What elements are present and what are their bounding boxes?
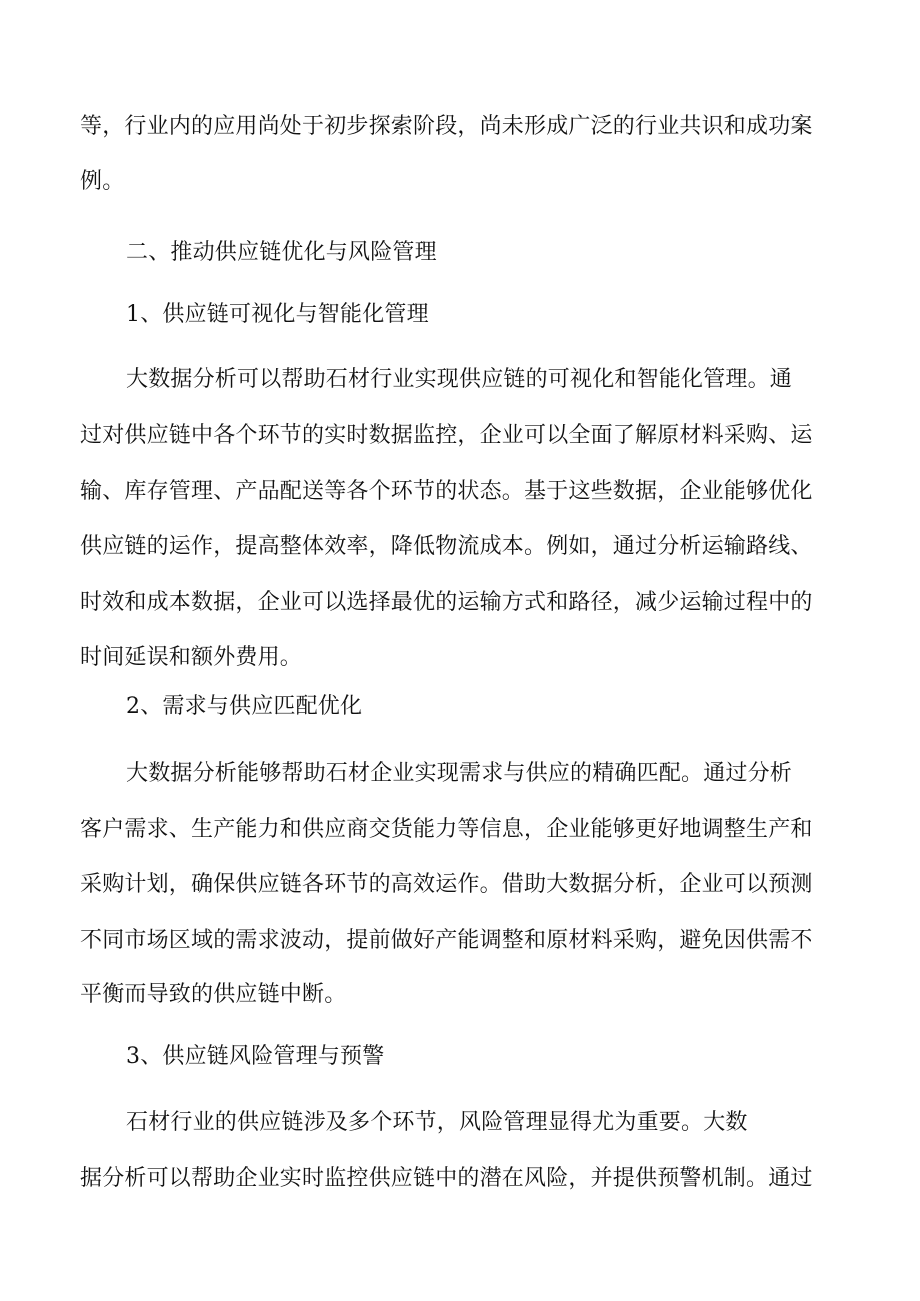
paragraph-line: 大数据分析可以帮助石材行业实现供应链的可视化和智能化管理。通 xyxy=(126,367,793,392)
continuation-line: 等，行业内的应用尚处于初步探索阶段，尚未形成广泛的行业共识和成功案 xyxy=(80,114,813,139)
section-heading: 二、推动供应链优化与风险管理 xyxy=(126,240,437,265)
paragraph-line: 客户需求、生产能力和供应商交货能力等信息，企业能够更好地调整生产和 xyxy=(80,817,813,842)
subsection-heading-2: 2、需求与供应匹配优化 xyxy=(126,694,363,719)
paragraph-line: 时效和成本数据，企业可以选择最优的运输方式和路径，减少运输过程中的 xyxy=(80,590,813,615)
paragraph-line: 大数据分析能够帮助石材企业实现需求与供应的精确匹配。通过分析 xyxy=(126,761,793,786)
paragraph-line: 不同市场区域的需求波动，提前做好产能调整和原材料采购，避免因供需不 xyxy=(80,928,813,953)
paragraph-line: 时间延误和额外费用。 xyxy=(80,645,303,670)
continuation-line: 例。 xyxy=(80,169,125,194)
paragraph-line: 据分析可以帮助企业实时监控供应链中的潜在风险，并提供预警机制。通过 xyxy=(80,1166,813,1191)
paragraph-line: 输、库存管理、产品配送等各个环节的状态。基于这些数据，企业能够优化 xyxy=(80,479,813,504)
paragraph-line: 平衡而导致的供应链中断。 xyxy=(80,982,347,1007)
paragraph-line: 过对供应链中各个环节的实时数据监控，企业可以全面了解原材料采购、运 xyxy=(80,423,813,448)
subsection-heading-1: 1、供应链可视化与智能化管理 xyxy=(126,302,429,327)
paragraph-line: 采购计划，确保供应链各环节的高效运作。借助大数据分析，企业可以预测 xyxy=(80,872,813,897)
paragraph-line: 石材行业的供应链涉及多个环节，风险管理显得尤为重要。大数 xyxy=(126,1110,748,1135)
paragraph-line: 供应链的运作，提高整体效率，降低物流成本。例如，通过分析运输路线、 xyxy=(80,534,813,559)
subsection-heading-3: 3、供应链风险管理与预警 xyxy=(126,1044,385,1069)
